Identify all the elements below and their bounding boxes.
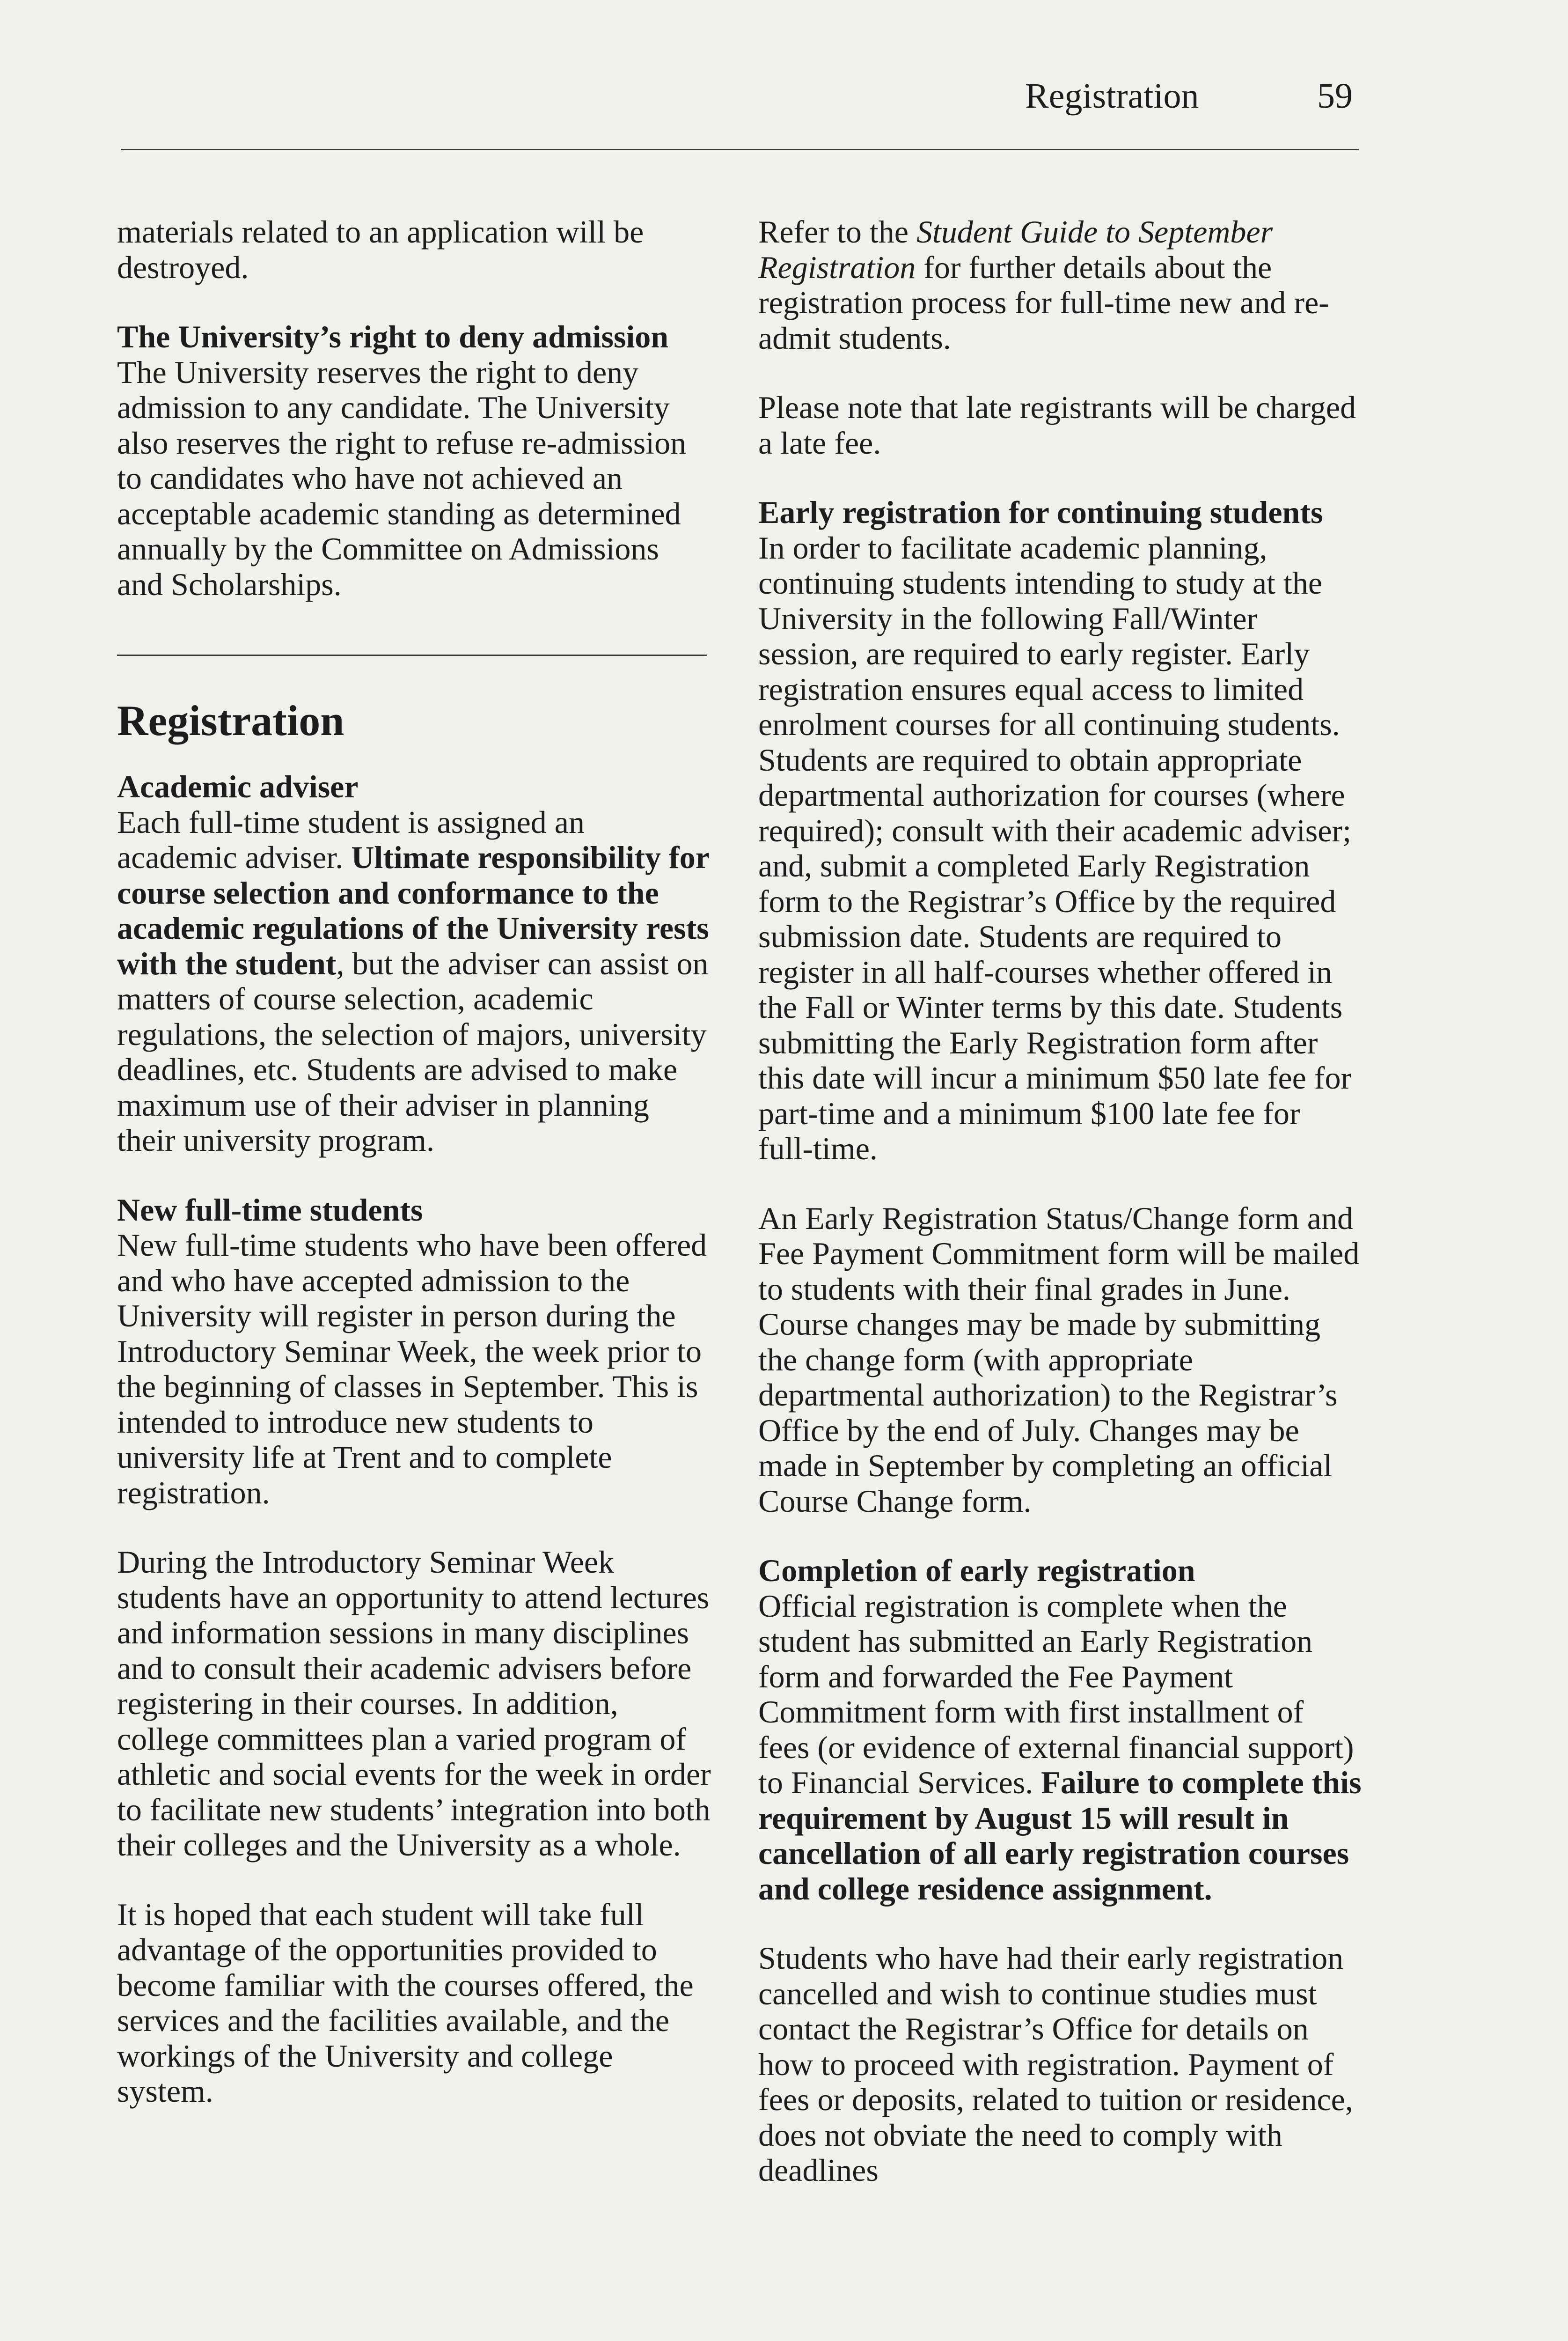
- left-column: [117, 214, 711, 2109]
- continued-paragraph: materials related to an application will be destroyed.: [117, 214, 644, 285]
- completion-paragraph: Official registration is complete when the student has submitted an Early Registration form and forwarded the Fee Payment Commitment form with first installment of fees (or evidence of external financial support) to Financial Services. Failure to complete this requirement by August 15 will result in cancellation of all early registration courses and college residence assignment.: [758, 1588, 1362, 1907]
- student-guide-paragraph: Refer to the Student Guide to September Registration for further details about the registration process for full-time new and re-admit students.: [758, 214, 1329, 356]
- deny-admission-heading: The University’s right to deny admission: [117, 319, 669, 354]
- status-change-paragraph: An Early Registration Status/Change form and Fee Payment Commitment form will be mailed to students with their final grades in June. Course changes may be made by submitting the change form (with appropriate departmental authorization) to the Registrar’s Office by the end of July. Changes may be made in September by completing an official Course Change form.: [758, 1200, 1360, 1519]
- new-full-time-heading: New full-time students: [117, 1192, 423, 1228]
- deny-admission-paragraph: The University reserves the right to deny admission to any candidate. The University also reserves the right to refuse re-admission to candidates who have not achieved an acceptable academic standing as determined annually by the Committee on Admissions and Scholarships.: [117, 354, 687, 602]
- adviser-responsibility-emphasis: Ultimate responsibility for course selection and conformance to the academic regulations of the University rests with the student: [117, 839, 709, 981]
- academic-adviser-paragraph: Each full-time student is assigned an academic adviser. Ultimate responsibility for course selection and conformance to the academic regulations of the University rests with the student, but the adviser can assist on matters of course selection, academic regulations, the selection of majors, university deadlines, etc. Students are advised to make maximum use of their adviser in planning their university program.: [117, 804, 709, 1158]
- opportunities-paragraph: It is hoped that each student will take full advantage of the opportunities provided to become familiar with the courses offered, the services and the facilities available, and the workings of the University and college system.: [117, 1896, 694, 2109]
- completion-heading: Completion of early registration: [758, 1553, 1195, 1588]
- new-full-time-paragraph: New full-time students who have been offered and who have accepted admission to the University will register in person during the Introductory Seminar Week, the week prior to the beginning of classes in September. This is intended to introduce new students to university life at Trent and to complete registration.: [117, 1227, 707, 1510]
- section-divider: [117, 655, 707, 656]
- academic-adviser-heading: Academic adviser: [117, 769, 359, 804]
- running-head: [1025, 70, 1353, 122]
- completion-deadline-emphasis: Failure to complete this requirement by August 15 will result in cancellation of all early registration courses and college residence assignment.: [758, 1765, 1362, 1907]
- cancelled-registration-paragraph: Students who have had their early registration cancelled and wish to continue studies must contact the Registrar’s Office for details on how to proceed with registration. Payment of fees or deposits, related to tuition or residence, does not obviate the need to comply with deadlines: [758, 1940, 1353, 2188]
- page-number: 59: [1317, 76, 1353, 116]
- header-rule: [121, 149, 1359, 150]
- late-fee-paragraph: Please note that late registrants will be charged a late fee.: [758, 390, 1356, 461]
- registration-heading: Registration: [117, 697, 344, 744]
- early-registration-heading: Early registration for continuing students: [758, 494, 1323, 530]
- running-head-section: Registration: [1025, 76, 1199, 116]
- early-registration-paragraph: In order to facilitate academic planning, continuing students intending to study at the University in the following Fall/Winter session, are required to early register. Early registration ensures equal access to limited enrolment courses for all continuing students. Students are required to obtain appropriate departmental authorization for courses (where required); consult with their academic adviser; and, submit a completed Early Registration form to the Registrar’s Office by the required submission date. Students are required to register in all half-courses whether offered in the Fall or Winter terms by this date. Students submitting the Early Registration form after this date will incur a minimum $50 late fee for part-time and a minimum $100 late fee for full-time.: [758, 530, 1352, 1166]
- seminar-week-paragraph: During the Introductory Seminar Week students have an opportunity to attend lectures and information sessions in many disciplines and to consult their academic advisers before registering in their courses. In addition, college committees plan a varied program of athletic and social events for the week in order to facilitate new students’ integration into both their colleges and the University as a whole.: [117, 1544, 711, 1862]
- student-guide-title: Student Guide to September Registration: [758, 214, 1273, 285]
- right-column: [758, 214, 1362, 2188]
